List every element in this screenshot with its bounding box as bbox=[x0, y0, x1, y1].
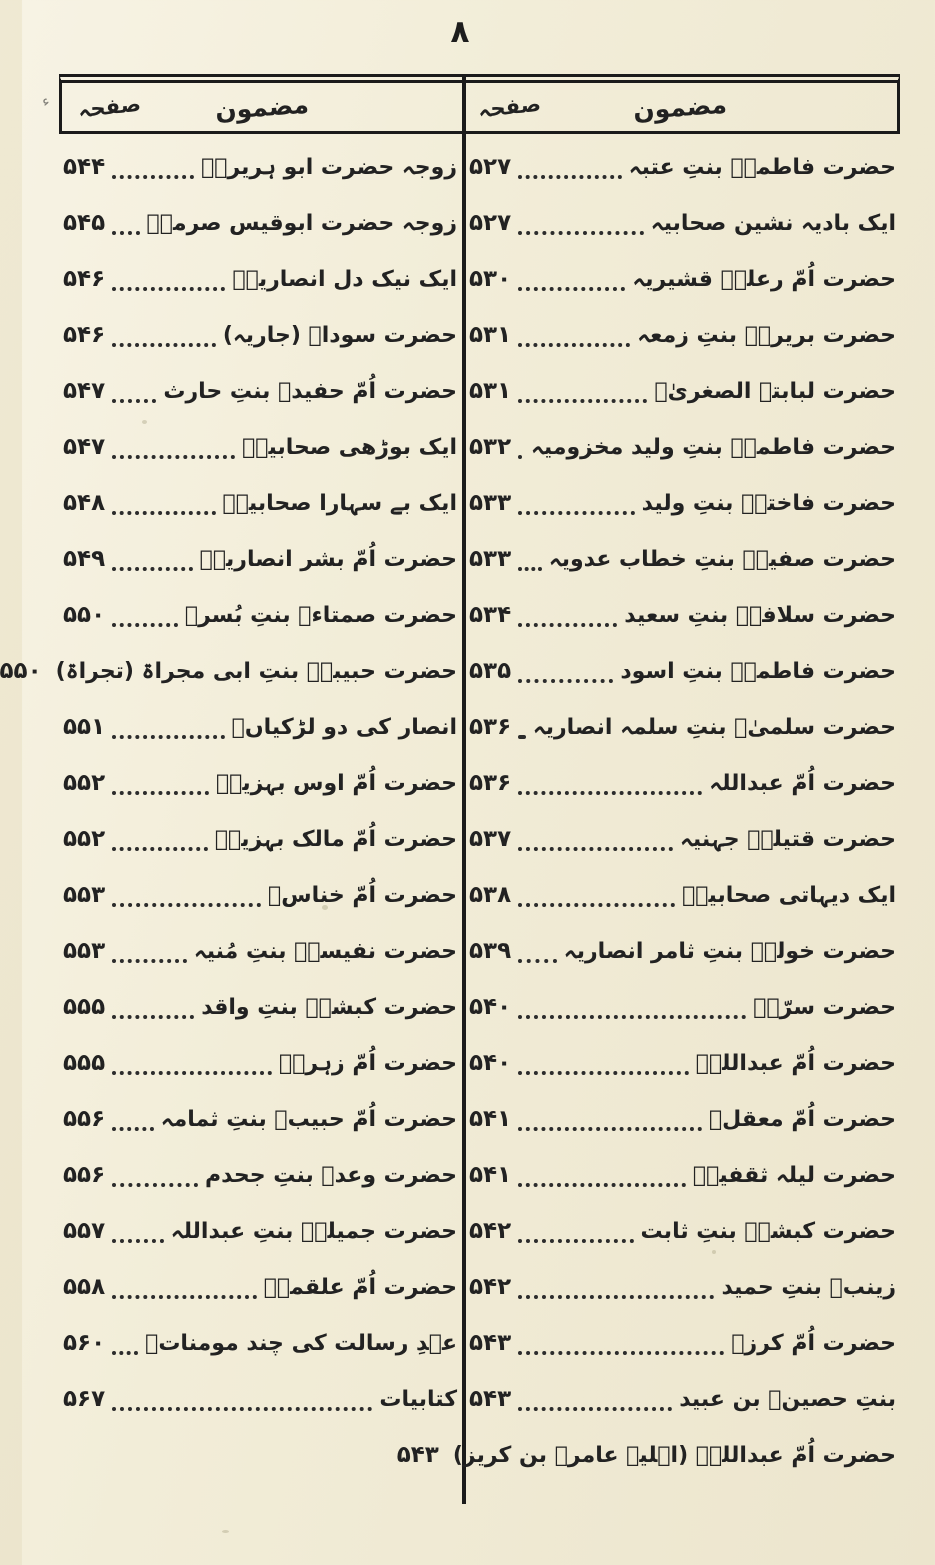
toc-entry-page-number: ۵۵۰ bbox=[63, 602, 106, 628]
toc-entry-page-number: ۵۴۶ bbox=[63, 266, 106, 292]
toc-entry-row bbox=[63, 811, 457, 867]
toc-entry-title: حضرت اُمّ حفیدؓ بنتِ حارث bbox=[163, 378, 457, 404]
toc-entry-row bbox=[469, 307, 896, 363]
toc-entry-page-number: ۵۵۶ bbox=[63, 1162, 106, 1188]
toc-entry-title: حضرت سلافہؓ بنتِ سعید bbox=[624, 602, 896, 628]
toc-entry-row bbox=[63, 251, 457, 307]
dotted-leader bbox=[518, 567, 542, 571]
dotted-leader bbox=[112, 231, 139, 235]
toc-entry-page-number: ۵۴۳ bbox=[469, 1330, 512, 1356]
scan-speck bbox=[142, 420, 147, 424]
toc-entry-title: حضرت فاختہؓ بنتِ ولید bbox=[641, 490, 896, 516]
toc-entry-title: حضرت لیلہ ثقفیہؓ bbox=[692, 1162, 896, 1188]
toc-entry-title: حضرت اُمّ عبداللہؓ bbox=[695, 1050, 896, 1076]
toc-entry-page-number: ۵۴۳ bbox=[469, 1386, 512, 1412]
toc-entry-title: حضرت اُمّ خناسؓ bbox=[268, 882, 457, 908]
toc-entry-row bbox=[469, 419, 896, 475]
toc-entry-title: زینبؓ بنتِ حمید bbox=[721, 1274, 896, 1300]
toc-entry-page-number: ۵۳۱ bbox=[469, 378, 512, 404]
toc-entry-title: حضرت اُمّ کرزؓ bbox=[731, 1330, 896, 1356]
toc-entry-title: ایک بوڑھی صحابیہؓ bbox=[242, 434, 457, 460]
toc-entry-page-number: ۵۳۵ bbox=[469, 658, 512, 684]
toc-entry-title: حضرت اُمّ رعلہؓ قشیریہ bbox=[632, 266, 896, 292]
toc-entry-title: زوجہ حضرت ابوقیس صرمہؓ bbox=[146, 210, 457, 236]
dotted-leader bbox=[518, 847, 673, 851]
toc-entry-title: حضرت اُمّ زہرہؓ bbox=[279, 1050, 457, 1076]
dotted-leader bbox=[112, 287, 225, 291]
toc-entry-row bbox=[469, 1259, 896, 1315]
toc-entry-row bbox=[469, 979, 896, 1035]
toc-entry-row bbox=[469, 1035, 896, 1091]
toc-entry-title: حضرت کبشہؓ بنتِ واقد bbox=[201, 994, 457, 1020]
toc-entry-row bbox=[469, 811, 896, 867]
toc-entry-title: حضرت اُمّ علقمہؓ bbox=[263, 1274, 457, 1300]
toc-entry-title: حضرت سرّہؓ bbox=[753, 994, 896, 1020]
toc-entry-page-number: ۵۴۷ bbox=[63, 434, 106, 460]
toc-entry-title: حضرت نفیسہؓ بنتِ مُنیہ bbox=[193, 938, 457, 964]
dotted-leader bbox=[518, 287, 625, 291]
toc-entry-title: عہدِ رسالت کی چند مومناتؓ bbox=[145, 1330, 457, 1356]
dotted-leader bbox=[518, 175, 622, 179]
toc-entry-title: ایک دیہاتی صحابیہؓ bbox=[682, 882, 896, 908]
toc-entry-row bbox=[63, 139, 457, 195]
toc-entry-page-number: ۵۶۷ bbox=[63, 1386, 106, 1412]
folio-page-number: ۸ bbox=[450, 14, 470, 50]
toc-entry-page-number: ۵۴۶ bbox=[63, 322, 106, 348]
dotted-leader bbox=[518, 1407, 672, 1411]
toc-entry-title: حضرت اُمّ عبداللہؓ (اہلیہ عامرؓ بن کریز) bbox=[452, 1442, 896, 1468]
toc-entry-row bbox=[469, 1147, 896, 1203]
toc-entry-page-number: ۵۳۳ bbox=[469, 546, 512, 572]
dotted-leader bbox=[518, 455, 524, 459]
toc-entry-row bbox=[469, 251, 896, 307]
toc-entry-title: حضرت اُمّ بشر انصاریہؓ bbox=[199, 546, 457, 572]
toc-entry-page-number: ۵۵۳ bbox=[63, 882, 106, 908]
toc-entry-page-number: ۵۶۰ bbox=[63, 1330, 106, 1356]
dotted-leader bbox=[518, 1071, 689, 1075]
toc-entry-page-number: ۵۲۷ bbox=[469, 210, 512, 236]
dotted-leader bbox=[112, 847, 208, 851]
toc-entry-title: حضرت قتیلہؓ جہنیہ bbox=[680, 826, 896, 852]
scan-speck bbox=[222, 1530, 229, 1533]
toc-header-box bbox=[59, 74, 900, 134]
toc-entry-title: کتابیات bbox=[379, 1386, 457, 1412]
toc-entry-page-number: ۵۳۰ bbox=[469, 266, 512, 292]
dotted-leader bbox=[518, 343, 630, 347]
page-column-header: صفحہ bbox=[476, 91, 542, 123]
toc-entry-row bbox=[63, 587, 457, 643]
toc-entry-title: حضرت اُمّ عبداللہ bbox=[709, 770, 896, 796]
toc-entry-row bbox=[469, 363, 896, 419]
toc-entry-title: حضرت فاطمہؓ بنتِ ولید مخزومیہ bbox=[531, 434, 896, 460]
dotted-leader bbox=[112, 959, 187, 963]
toc-entry-page-number: ۵۲۷ bbox=[469, 154, 512, 180]
toc-entry-title: ایک بے سہارا صحابیہؓ bbox=[222, 490, 457, 516]
dotted-leader bbox=[518, 679, 613, 683]
toc-entry-title: حضرت سوداؓ (جاریہ) bbox=[222, 322, 457, 348]
dotted-leader bbox=[112, 1071, 272, 1075]
toc-entry-page-number: ۵۴۲ bbox=[469, 1218, 512, 1244]
toc-entry-row bbox=[469, 475, 896, 531]
toc-entry-page-number: ۵۳۳ bbox=[469, 490, 512, 516]
toc-entry-title: حضرت سلمیٰؓ بنتِ سلمہ انصاریہ bbox=[532, 714, 896, 740]
toc-entry-row bbox=[469, 195, 896, 251]
dotted-leader bbox=[518, 511, 635, 515]
toc-entry-row bbox=[63, 1259, 457, 1315]
toc-entry-page-number: ۵۴۵ bbox=[63, 210, 106, 236]
dotted-leader bbox=[112, 1407, 372, 1411]
dotted-leader bbox=[518, 1183, 686, 1187]
dotted-leader bbox=[518, 903, 675, 907]
toc-entry-page-number: ۵۴۹ bbox=[63, 546, 106, 572]
toc-entry-row bbox=[63, 867, 457, 923]
dotted-leader bbox=[112, 1239, 164, 1243]
toc-header-cell-left bbox=[62, 83, 462, 131]
toc-entry-page-number: ۵۴۱ bbox=[469, 1162, 512, 1188]
toc-entry-page-number: ۵۵۵ bbox=[63, 994, 106, 1020]
toc-entry-page-number: ۵۳۶ bbox=[469, 714, 512, 740]
toc-entry-row bbox=[63, 419, 457, 475]
toc-entry-page-number: ۵۴۰ bbox=[469, 1050, 512, 1076]
toc-entry-page-number: ۵۵۱ bbox=[63, 714, 106, 740]
toc-entry-title: بنتِ حصینؓ بن عبید bbox=[679, 1386, 896, 1412]
toc-entry-row bbox=[469, 643, 896, 699]
scan-artifact: ء bbox=[39, 91, 52, 111]
dotted-leader bbox=[518, 791, 702, 795]
toc-entry-row bbox=[63, 531, 457, 587]
dotted-leader bbox=[518, 1295, 714, 1299]
toc-entry-title: حضرت فاطمہؓ بنتِ اسود bbox=[620, 658, 896, 684]
dotted-leader bbox=[112, 511, 215, 515]
toc-entry-title: حضرت بریرہؓ بنتِ زمعہ bbox=[637, 322, 896, 348]
toc-entry-title: حضرت فاطمہؓ بنتِ عتبہ bbox=[628, 154, 896, 180]
toc-entry-row bbox=[469, 699, 896, 755]
toc-entry-page-number: ۵۵۸ bbox=[63, 1274, 106, 1300]
toc-entry-page-number: ۵۴۴ bbox=[63, 154, 106, 180]
toc-entry-title: حضرت صفیہؓ بنتِ خطاب عدویہ bbox=[548, 546, 896, 572]
toc-entry-row bbox=[396, 1427, 896, 1483]
toc-entry-row bbox=[63, 755, 457, 811]
toc-header-cell-right bbox=[462, 83, 897, 131]
dotted-leader bbox=[112, 623, 178, 627]
toc-entry-row bbox=[63, 1371, 457, 1427]
toc-entry-row bbox=[469, 587, 896, 643]
toc-entry-page-number: ۵۳۹ bbox=[469, 938, 512, 964]
toc-entry-page-number: ۵۵۵ bbox=[63, 1050, 106, 1076]
dotted-leader bbox=[112, 175, 194, 179]
dotted-leader bbox=[112, 1183, 198, 1187]
toc-entry-row bbox=[63, 1091, 457, 1147]
toc-entry-title: حضرت اُمّ حبیبؓ بنتِ ثمامہ bbox=[160, 1106, 457, 1132]
toc-entry-page-number: ۵۴۰ bbox=[469, 994, 512, 1020]
toc-entry-row bbox=[63, 1315, 457, 1371]
toc-entry-page-number: ۵۵۲ bbox=[63, 770, 106, 796]
toc-entry-row bbox=[469, 1315, 896, 1371]
toc-entry-title: ایک نیک دل انصاریہؓ bbox=[232, 266, 457, 292]
dotted-leader bbox=[112, 1351, 138, 1355]
toc-entry-row bbox=[63, 1203, 457, 1259]
toc-entry-page-number: ۵۵۳ bbox=[63, 938, 106, 964]
toc-entry-page-number: ۵۴۸ bbox=[63, 490, 106, 516]
toc-entry-row bbox=[469, 1203, 896, 1259]
dotted-leader bbox=[112, 1015, 194, 1019]
dotted-leader bbox=[112, 903, 261, 907]
toc-entry-row bbox=[469, 867, 896, 923]
dotted-leader bbox=[518, 399, 647, 403]
toc-entry-title: حضرت حبیبہؓ بنتِ ابی مجراۃ (تجراۃ) bbox=[55, 658, 457, 684]
dotted-leader bbox=[112, 791, 209, 795]
scan-speck bbox=[322, 905, 328, 910]
toc-entry-page-number: ۵۳۲ bbox=[469, 434, 512, 460]
toc-entry-row bbox=[469, 1091, 896, 1147]
dotted-leader bbox=[518, 231, 644, 235]
toc-entry-page-number: ۵۵۲ bbox=[63, 826, 106, 852]
dotted-leader bbox=[518, 1015, 746, 1019]
dotted-leader bbox=[518, 1239, 633, 1243]
toc-entry-row bbox=[63, 363, 457, 419]
dotted-leader bbox=[112, 399, 156, 403]
topic-column-header: مضمون bbox=[631, 89, 728, 125]
dotted-leader bbox=[112, 455, 235, 459]
dotted-leader bbox=[518, 1127, 702, 1131]
dotted-leader bbox=[518, 959, 557, 963]
topic-column-header: مضمون bbox=[214, 89, 310, 125]
dotted-leader bbox=[112, 1295, 257, 1299]
toc-entry-page-number: ۵۴۲ bbox=[469, 1274, 512, 1300]
toc-entry-title: حضرت لبابتہ الصغریٰؓ bbox=[654, 378, 896, 404]
toc-entry-title: حضرت جمیلہؓ بنتِ عبداللہ bbox=[170, 1218, 457, 1244]
toc-entry-page-number: ۵۵۰ bbox=[0, 658, 42, 684]
dotted-leader bbox=[518, 623, 617, 627]
dotted-leader bbox=[112, 567, 193, 571]
page-column-header: صفحہ bbox=[76, 91, 142, 123]
toc-entry-page-number: ۵۳۸ bbox=[469, 882, 512, 908]
toc-entry-page-number: ۵۳۱ bbox=[469, 322, 512, 348]
toc-entry-title: زوجہ حضرت ابو ہریرہؓ bbox=[201, 154, 457, 180]
toc-entry-title: حضرت اُمّ معقلؓ bbox=[708, 1106, 896, 1132]
toc-entry-row bbox=[0, 643, 457, 699]
toc-entry-title: ایک بادیہ نشین صحابیہ bbox=[650, 210, 896, 236]
toc-entry-row bbox=[63, 979, 457, 1035]
toc-entry-title: حضرت کبشہؓ بنتِ ثابت bbox=[640, 1218, 896, 1244]
toc-entry-row bbox=[469, 531, 896, 587]
toc-entry-page-number: ۵۵۶ bbox=[63, 1106, 106, 1132]
toc-entry-title: حضرت خولہؓ بنتِ ثامر انصاریہ bbox=[563, 938, 896, 964]
toc-entry-row bbox=[469, 139, 896, 195]
toc-column-left bbox=[0, 139, 457, 1427]
toc-entry-row bbox=[469, 1371, 896, 1427]
dotted-leader bbox=[112, 1127, 154, 1131]
toc-entry-title: حضرت اُمّ مالک بہزیہؓ bbox=[214, 826, 457, 852]
toc-entry-page-number: ۵۳۴ bbox=[469, 602, 512, 628]
dotted-leader bbox=[112, 343, 216, 347]
toc-entry-row bbox=[63, 195, 457, 251]
toc-entry-row bbox=[63, 475, 457, 531]
toc-entry-row bbox=[63, 923, 457, 979]
dotted-leader bbox=[518, 735, 526, 739]
toc-entry-title: حضرت وعدؓ بنتِ جحدم bbox=[205, 1162, 457, 1188]
toc-entry-page-number: ۵۵۷ bbox=[63, 1218, 106, 1244]
toc-entry-page-number: ۵۳۶ bbox=[469, 770, 512, 796]
toc-entry-title: حضرت صمتاءؓ بنتِ بُسرؓ bbox=[184, 602, 457, 628]
toc-entry-title: انصار کی دو لڑکیاںؓ bbox=[231, 714, 457, 740]
toc-entry-row bbox=[469, 923, 896, 979]
toc-entry-row bbox=[469, 755, 896, 811]
column-divider-rule bbox=[462, 74, 466, 1504]
toc-entry-page-number: ۵۴۳ bbox=[396, 1442, 439, 1468]
dotted-leader bbox=[518, 1351, 724, 1355]
toc-entry-row bbox=[63, 1147, 457, 1203]
toc-entry-page-number: ۵۴۱ bbox=[469, 1106, 512, 1132]
toc-entry-title: حضرت اُمّ اوس بہزیہؓ bbox=[215, 770, 457, 796]
scan-speck bbox=[712, 1250, 716, 1254]
toc-entry-page-number: ۵۳۷ bbox=[469, 826, 512, 852]
toc-entry-row bbox=[63, 699, 457, 755]
dotted-leader bbox=[112, 735, 225, 739]
toc-entry-page-number: ۵۴۷ bbox=[63, 378, 106, 404]
toc-entry-row bbox=[63, 1035, 457, 1091]
toc-entry-row bbox=[63, 307, 457, 363]
